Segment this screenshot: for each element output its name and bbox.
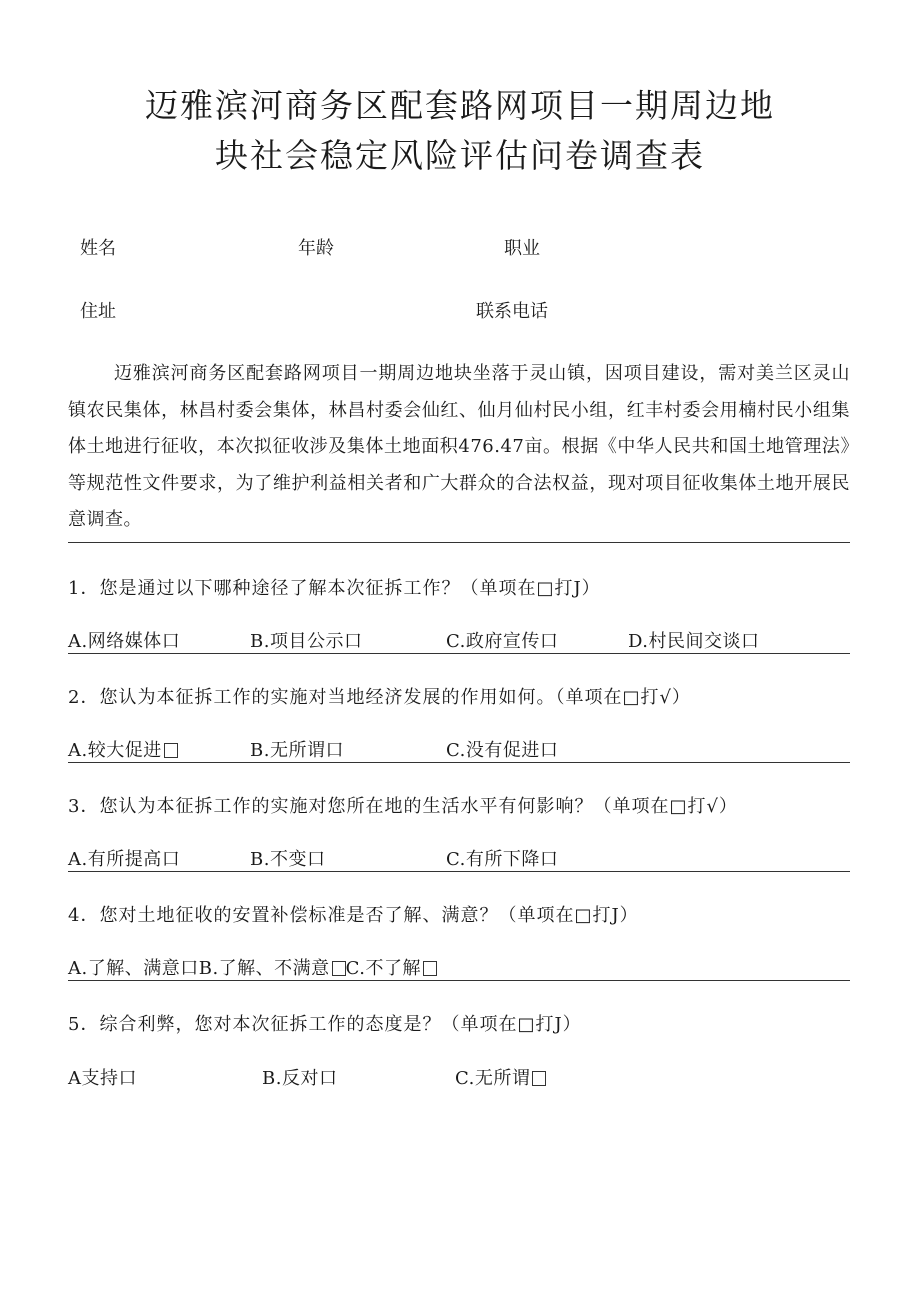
question-5: 5．综合利弊，您对本次征拆工作的态度是？（单项在□打J） xyxy=(68,1014,582,1035)
q2-option-b[interactable]: B.无所谓口 xyxy=(250,740,344,761)
phone-field-label: 联系电话 xyxy=(476,301,548,322)
q2-option-a[interactable] xyxy=(68,736,178,762)
job-field-label: 职业 xyxy=(504,238,540,259)
checkbox[interactable] xyxy=(164,743,178,758)
divider xyxy=(68,762,850,763)
q1-option-a[interactable]: A.网络媒体口 xyxy=(68,631,181,652)
question-3: 3．您认为本征拆工作的实施对您所在地的生活水平有何影响？（单项在□打√） xyxy=(68,796,738,817)
q4-options[interactable] xyxy=(68,954,437,980)
q5-option-a[interactable]: A支持口 xyxy=(68,1068,137,1089)
checkbox[interactable] xyxy=(332,961,346,976)
checkbox[interactable] xyxy=(423,961,437,976)
checkbox[interactable] xyxy=(532,1071,546,1086)
intro-paragraph: 迈雅滨河商务区配套路网项目一期周边地块坐落于灵山镇，因项目建设，需对美兰区灵山镇农民集体，林昌村委会集体，林昌村委会仙红、仙月仙村民小组，红丰村委会用楠村民小组集体土地进行征收，本次拟征收涉及集体土地面积476.47亩。根据《中华人民共和国土地管理法》等规范性文件要求，为了维护利益相关者和广大群众的合法权益，现对项目征收集体土地开展民意调查。 xyxy=(68,363,850,530)
page-title-line-2: 块社会稳定风险评估问卷调查表 xyxy=(215,136,705,175)
q1-option-b[interactable]: B.项目公示口 xyxy=(250,631,363,652)
divider xyxy=(68,653,850,654)
q2-option-c[interactable]: C.没有促进口 xyxy=(446,740,559,761)
q1-option-d[interactable]: D.村民间交谈口 xyxy=(628,631,760,652)
divider xyxy=(68,542,850,543)
q4-option-c-label: C.不了解 xyxy=(345,958,422,979)
q5-option-c[interactable] xyxy=(455,1064,546,1090)
page-title-line-1: 迈雅滨河商务区配套路网项目一期周边地 xyxy=(145,86,775,125)
question-2: 2．您认为本征拆工作的实施对当地经济发展的作用如何。（单项在□打√） xyxy=(68,687,691,708)
name-field-label: 姓名 xyxy=(80,238,116,259)
q2-option-a-label: A.较大促进 xyxy=(68,740,162,761)
question-4: 4．您对土地征收的安置补偿标准是否了解、满意？（单项在□打J） xyxy=(68,905,639,926)
q3-option-b[interactable]: B.不变口 xyxy=(250,849,326,870)
q5-option-b[interactable]: B.反对口 xyxy=(262,1068,338,1089)
q3-option-a[interactable]: A.有所提高口 xyxy=(68,849,181,870)
divider xyxy=(68,871,850,872)
address-field-label: 住址 xyxy=(80,301,116,322)
q5-option-c-label: C.无所谓 xyxy=(455,1068,531,1089)
divider xyxy=(68,980,850,981)
q1-option-c[interactable]: C.政府宣传口 xyxy=(446,631,559,652)
question-1: 1．您是通过以下哪种途径了解本次征拆工作？（单项在□打J） xyxy=(68,578,601,599)
q3-option-c[interactable]: C.有所下降口 xyxy=(446,849,559,870)
age-field-label: 年龄 xyxy=(298,238,334,259)
q4-option-ab-label: A.了解、满意口B.了解、不满意 xyxy=(68,958,330,979)
